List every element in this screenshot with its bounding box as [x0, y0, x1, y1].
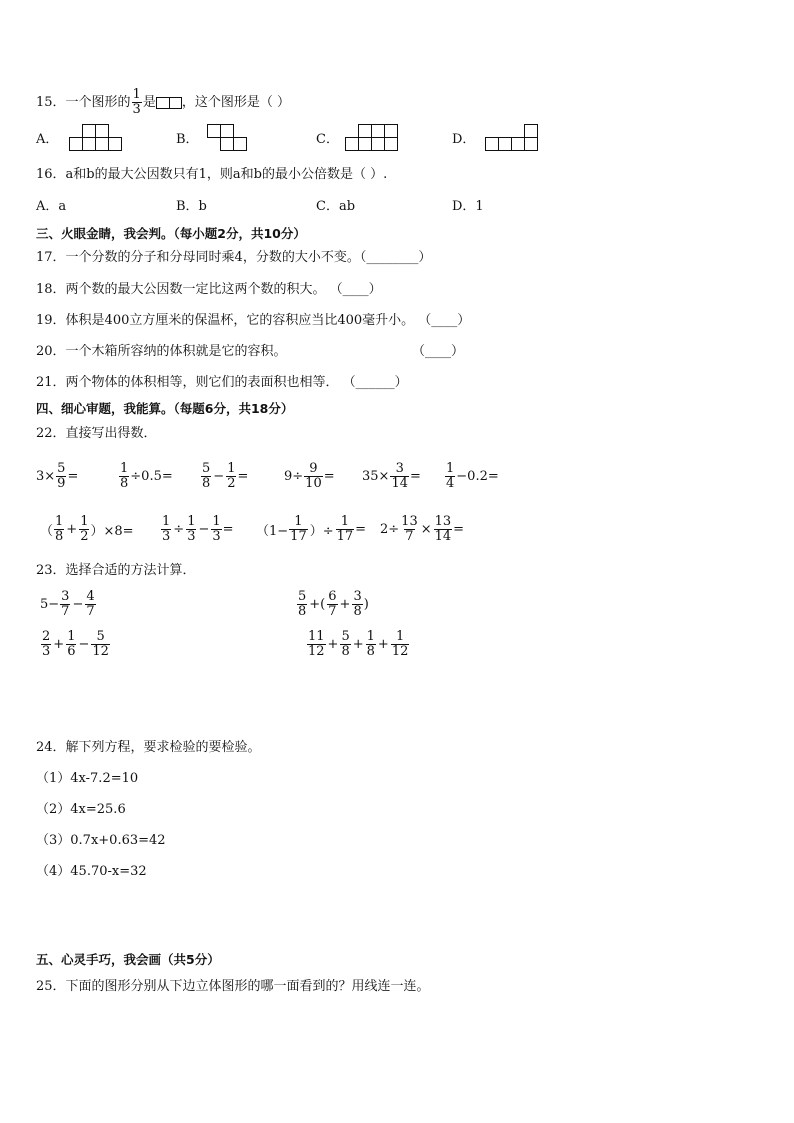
q16-option-b: B．b [176, 199, 207, 214]
q25-text: 25．下面的图形分别从下边立体图形的哪一面看到的？用线连一连。 [36, 979, 430, 994]
q16-option-d: D．1 [452, 199, 484, 214]
q16-option-a: A．a [36, 199, 67, 214]
q23-expr-1: 5− $\frac{3}{7}$ − $\frac{4}{7}$ [40, 589, 95, 619]
q15-fraction [132, 88, 142, 117]
q24-title: 24．解下列方程，要求检验的要检验。 [36, 740, 261, 755]
q15-frac-denominator: 3 [132, 102, 141, 117]
q15-stem [36, 88, 290, 117]
q22-expr-2: $\frac{1}{8}$ ÷0.5= [120, 461, 173, 491]
q22-expr-9: （1− $\frac{1}{17}$ ）÷ $\frac{1}{17}$ = [256, 514, 367, 544]
q15-option-d-figure [482, 124, 542, 154]
q24-item-4: （4）45.70-x=32 [36, 864, 147, 879]
q15-option-d-label: D． [452, 132, 476, 147]
q18-text: 18．两个数的最大公因数一定比这两个数的积大。 （____） [36, 282, 382, 297]
q16-option-c: C．ab [316, 199, 356, 214]
q24-item-1: （1）4x-7.2=10 [36, 771, 139, 786]
q15-option-b-figure [206, 124, 250, 154]
q22-expr-10: 2÷ $\frac{13}{7}$ × $\frac{13}{14}$ = [380, 514, 465, 544]
q22-expr-5: 35× $\frac{3}{14}$ = [362, 461, 421, 491]
q23-expr-2: $\frac{5}{8}$ +( $\frac{6}{7}$ + $\frac{3}{8}$ ) [298, 589, 369, 619]
q23-expr-3: $\frac{2}{3}$ + $\frac{1}{6}$ − $\frac{5}{12}$ [42, 629, 109, 659]
q17-text: 17．一个分数的分子和分母同时乘4，分数的大小不变。（________） [36, 250, 432, 265]
q15-option-a-label: A． [36, 132, 59, 147]
section-4-heading: 四、细心审题，我能算。（每题6分，共18分） [36, 401, 294, 416]
q15-option-c-figure [344, 124, 402, 154]
q22-expr-1: 3× $\frac{5}{9}$ = [36, 461, 79, 491]
q22-expr-7: （ $\frac{1}{8}$ + $\frac{1}{2}$ ）×8= [40, 514, 134, 544]
q22-expr-3: $\frac{5}{8}$ − $\frac{1}{2}$ = [202, 461, 249, 491]
q22-expr-6: $\frac{1}{4}$ −0.2= [446, 461, 499, 491]
q23-expr-4: $\frac{11}{12}$ + $\frac{5}{8}$ + $\frac{1}{8}$ + $\frac{1}{12}$ [308, 629, 409, 659]
q15-frac-numerator: 1 [132, 87, 141, 102]
q22-expr-4: 9÷ $\frac{9}{10}$ = [284, 461, 335, 491]
q15-mid: 是 [142, 95, 156, 110]
q19-text: 19．体积是400立方厘米的保温杯，它的容积应当比400毫升小。 （____） [36, 313, 471, 328]
section-5-heading: 五、心灵手巧，我会画（共5分） [36, 952, 220, 967]
q20-blank: （____） [412, 344, 465, 359]
q15-option-b-label: B． [176, 132, 199, 147]
q22-title: 22．直接写出得数． [36, 426, 157, 441]
q24-item-2: （2）4x=25.6 [36, 802, 126, 817]
q22-expr-8: $\frac{1}{3}$ ÷ $\frac{1}{3}$ − $\frac{1}{3}$ = [162, 514, 234, 544]
q15-two-square-figure [156, 97, 182, 109]
q15-suffix: ，这个图形是（ ） [181, 95, 290, 110]
q24-item-3: （3）0.7x+0.63=42 [36, 833, 166, 848]
q15-prefix: 15．一个图形的 [36, 95, 131, 110]
q15-option-c-label: C． [316, 132, 339, 147]
q21-text: 21．两个物体的体积相等，则它们的表面积也相等． （______） [36, 375, 408, 390]
section-3-heading: 三、火眼金睛，我会判。（每小题2分，共10分） [36, 226, 306, 241]
q16-stem: 16．a和b的最大公因数只有1，则a和b的最小公倍数是（ ）. [36, 167, 388, 182]
q15-option-a-figure [68, 124, 124, 154]
q23-title: 23．选择合适的方法计算． [36, 563, 196, 578]
q20-text: 20．一个木箱所容纳的体积就是它的容积。 [36, 344, 287, 359]
